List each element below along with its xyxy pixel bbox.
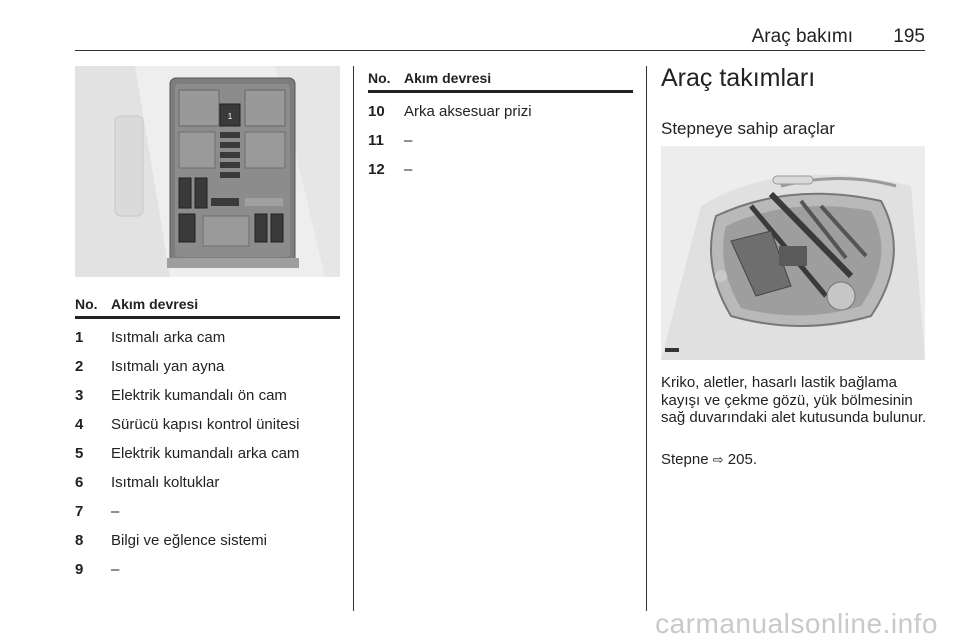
row-text: –	[404, 132, 413, 149]
row-no: 4	[75, 416, 84, 433]
header-title: Araç bakımı	[751, 26, 853, 47]
row-text: –	[111, 561, 120, 578]
table-header	[75, 294, 340, 319]
arrow-right-icon: ⇨	[712, 452, 724, 467]
header-no: No.	[75, 296, 98, 312]
row-text: Sürücü kapısı kontrol ünitesi	[111, 416, 300, 433]
table-row	[368, 155, 633, 184]
table-row	[368, 126, 633, 155]
watermark: carmanualsonline.info	[655, 608, 938, 639]
row-text: Isıtmalı yan ayna	[111, 358, 225, 375]
table-row	[75, 439, 340, 468]
section-subtitle: Stepneye sahip araçlar	[661, 119, 835, 138]
row-no: 5	[75, 445, 84, 462]
spare-wheel-reference	[661, 451, 757, 468]
header-circuit: Akım devresi	[404, 70, 492, 86]
section-title: Araç takımları	[661, 64, 816, 92]
table-row	[75, 497, 340, 526]
table-header	[368, 68, 633, 93]
row-text: Elektrik kumandalı ön cam	[111, 387, 287, 404]
ref-page[interactable]: 205.	[727, 451, 757, 468]
row-text: Bilgi ve eğlence sistemi	[111, 532, 267, 549]
page-header	[75, 24, 925, 51]
tool-kit-description: Kriko, aletler, hasarlı lastik bağlama kayışı ve çekme gözü, yük bölmesinin sağ duvarındaki alet kutusunda bulunur.	[661, 374, 927, 426]
table-row	[75, 555, 340, 584]
fuse-table-left	[75, 294, 340, 584]
row-no: 3	[75, 387, 84, 404]
table-row	[75, 323, 340, 352]
row-no: 2	[75, 358, 84, 375]
row-text: Isıtmalı koltuklar	[111, 474, 220, 491]
row-no: 8	[75, 532, 84, 549]
row-no: 12	[368, 161, 385, 178]
column-divider-left	[353, 66, 354, 611]
row-no: 6	[75, 474, 84, 491]
table-row	[75, 468, 340, 497]
row-text: Isıtmalı arka cam	[111, 329, 226, 346]
column-divider-right	[646, 66, 647, 611]
fuse-box-illustration	[75, 66, 340, 277]
fuse-label-1: 1	[227, 112, 233, 121]
table-row	[75, 381, 340, 410]
row-text: Elektrik kumandalı arka cam	[111, 445, 300, 462]
table-row	[368, 97, 633, 126]
ref-text: Stepne	[661, 451, 709, 468]
table-row	[75, 526, 340, 555]
page-number: 195	[893, 26, 925, 47]
row-text: –	[111, 503, 120, 520]
table-row	[75, 352, 340, 381]
row-text: –	[404, 161, 413, 178]
row-no: 11	[368, 132, 384, 149]
row-no: 9	[75, 561, 84, 578]
table-row	[75, 410, 340, 439]
row-no: 1	[75, 329, 84, 346]
row-text: Arka aksesuar prizi	[404, 103, 532, 120]
fuse-table-middle	[368, 68, 633, 184]
row-no: 7	[75, 503, 84, 520]
header-no: No.	[368, 70, 391, 86]
header-circuit: Akım devresi	[111, 296, 199, 312]
row-no: 10	[368, 103, 385, 120]
tool-kit-illustration	[661, 146, 925, 360]
